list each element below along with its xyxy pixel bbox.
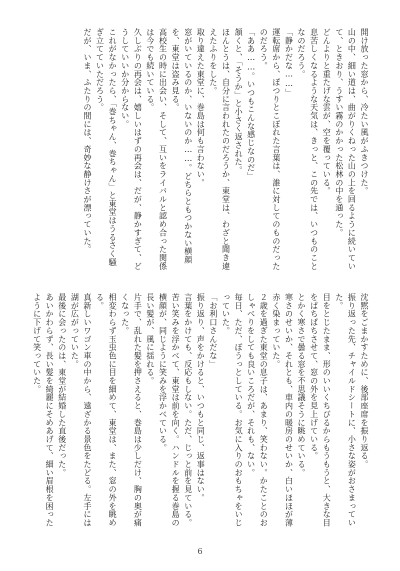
text-line: 高校生の時に出会い、そして、互いをライバルと認め合った関係は今でも続いている。 [145,28,168,271]
text-line: 沈黙をごまかすために、後部座席を振り返る。 [360,293,369,469]
text-line: 苦い笑みを浮かべて、東堂は前を向く。ハンドルを握る巻島の横顔が、同じように笑みを浮かべている。 [158,293,181,527]
bottom-text-block [32,293,370,533]
text-line: 久しぶりの再会は、嬉しいはずの再会は、だが、静かすぎて、どうしていいか分からない。 [120,28,143,271]
text-line: どんよりと重たげな雲が、空を覆っている。 [322,28,332,195]
text-line: とかく寒さで曇る窓を不思議そうに眺めている。 [297,293,307,477]
text-line: 最後に会ったのは、東堂が結婚した直後だった。 [57,293,67,477]
text-line: 取り違えた東堂に、巻島は何も言わない。 [196,28,206,187]
text-line: ２歳を過ぎた東堂の息子は、あまり、笑わない。かたことのおしゃべりをしても良いころだが、それも、ない。 [246,293,269,527]
text-line: 目をとじたまま、形のいいくちびるからもうもうと、大きな目をぱちぱちさせて、窓の外を見上げている。 [309,293,332,527]
text-line: あいかわらず、長い髪を綺麗にそめあげて、細い眉根を困ったように下げて笑っていた。 [32,293,55,527]
text-line: ほんとうは、自分に言われたのだろうか、東堂は、わざと聞き違えたふりをした。 [208,28,231,271]
text-line: 振り返り、声をかけると、いつもと同じ、返事はない。 [196,293,206,502]
dialogue-line: 「お利口さんだな」 [208,293,218,369]
top-text-block [32,28,370,274]
text-line: 毎日、ただ、ぼうっとしている。お気に入りのおもちゃをいじっていた。 [221,293,244,527]
text-line: 長い髪が、風に揺れる。 [145,293,155,385]
dialogue-line: 「静かだな……」 [284,28,294,97]
page-number: 6 [197,547,203,556]
text-line: 運転席から、ぽつりとこぼれた言葉は、誰に対してのものだったのだろう。 [259,28,281,271]
text-line: 窓がいているのか、いないのか……。どちらともつかない横顔を、東堂は盗み見る。 [171,28,193,264]
text-line: だが、いま、ふたりの間には、奇妙な静けさが漂っていた。 [82,28,92,254]
text-line: 寒さのせいか、それとも、車内の暖房のせいか、白いほほが薄赤く染まっていた。 [271,293,294,527]
text-line: 振り返った先、チャイルドシートに、小さな姿がおさまっていた。 [334,293,357,527]
text-line: 頷くと、「そうか」と小さく返された。 [234,28,244,175]
text-line: 片手で、乱れた髪を押さえると、巻島は少しだけ、胸の奥が痛くなった。 [120,293,143,527]
text-line: 開け放った窓から、冷たい風がふきつけた。 [360,28,369,195]
text-line: これがなかったら、「巻ちゃん、巻ちゃん」と東堂はうるさく騒ぎ立てていただろう。 [95,28,118,267]
dialogue-line: 「ああ……。いつもこんな感じなのだ」 [246,28,256,181]
text-line: 息苦しくなるような天気は、きっと、この先では、いつものことなのだろう。 [297,28,319,271]
text-line: 言葉をかけても、反応もしない。ただ、じっと前を見ている。 [183,293,193,527]
text-line: 山の中、細い道は、曲がりくねった山の上を回るように続いていて、ときおり、うすい霧のかかった松林の中を通った。 [334,28,357,271]
text-line: 相変わらず玉虫色に目を細めて、東堂は、また、窓の外を眺める。 [95,293,118,527]
text-line: 真新しいワゴン車の中から、遠ざかる景色をたどる。左手には湖が広がっていた。 [70,293,92,527]
